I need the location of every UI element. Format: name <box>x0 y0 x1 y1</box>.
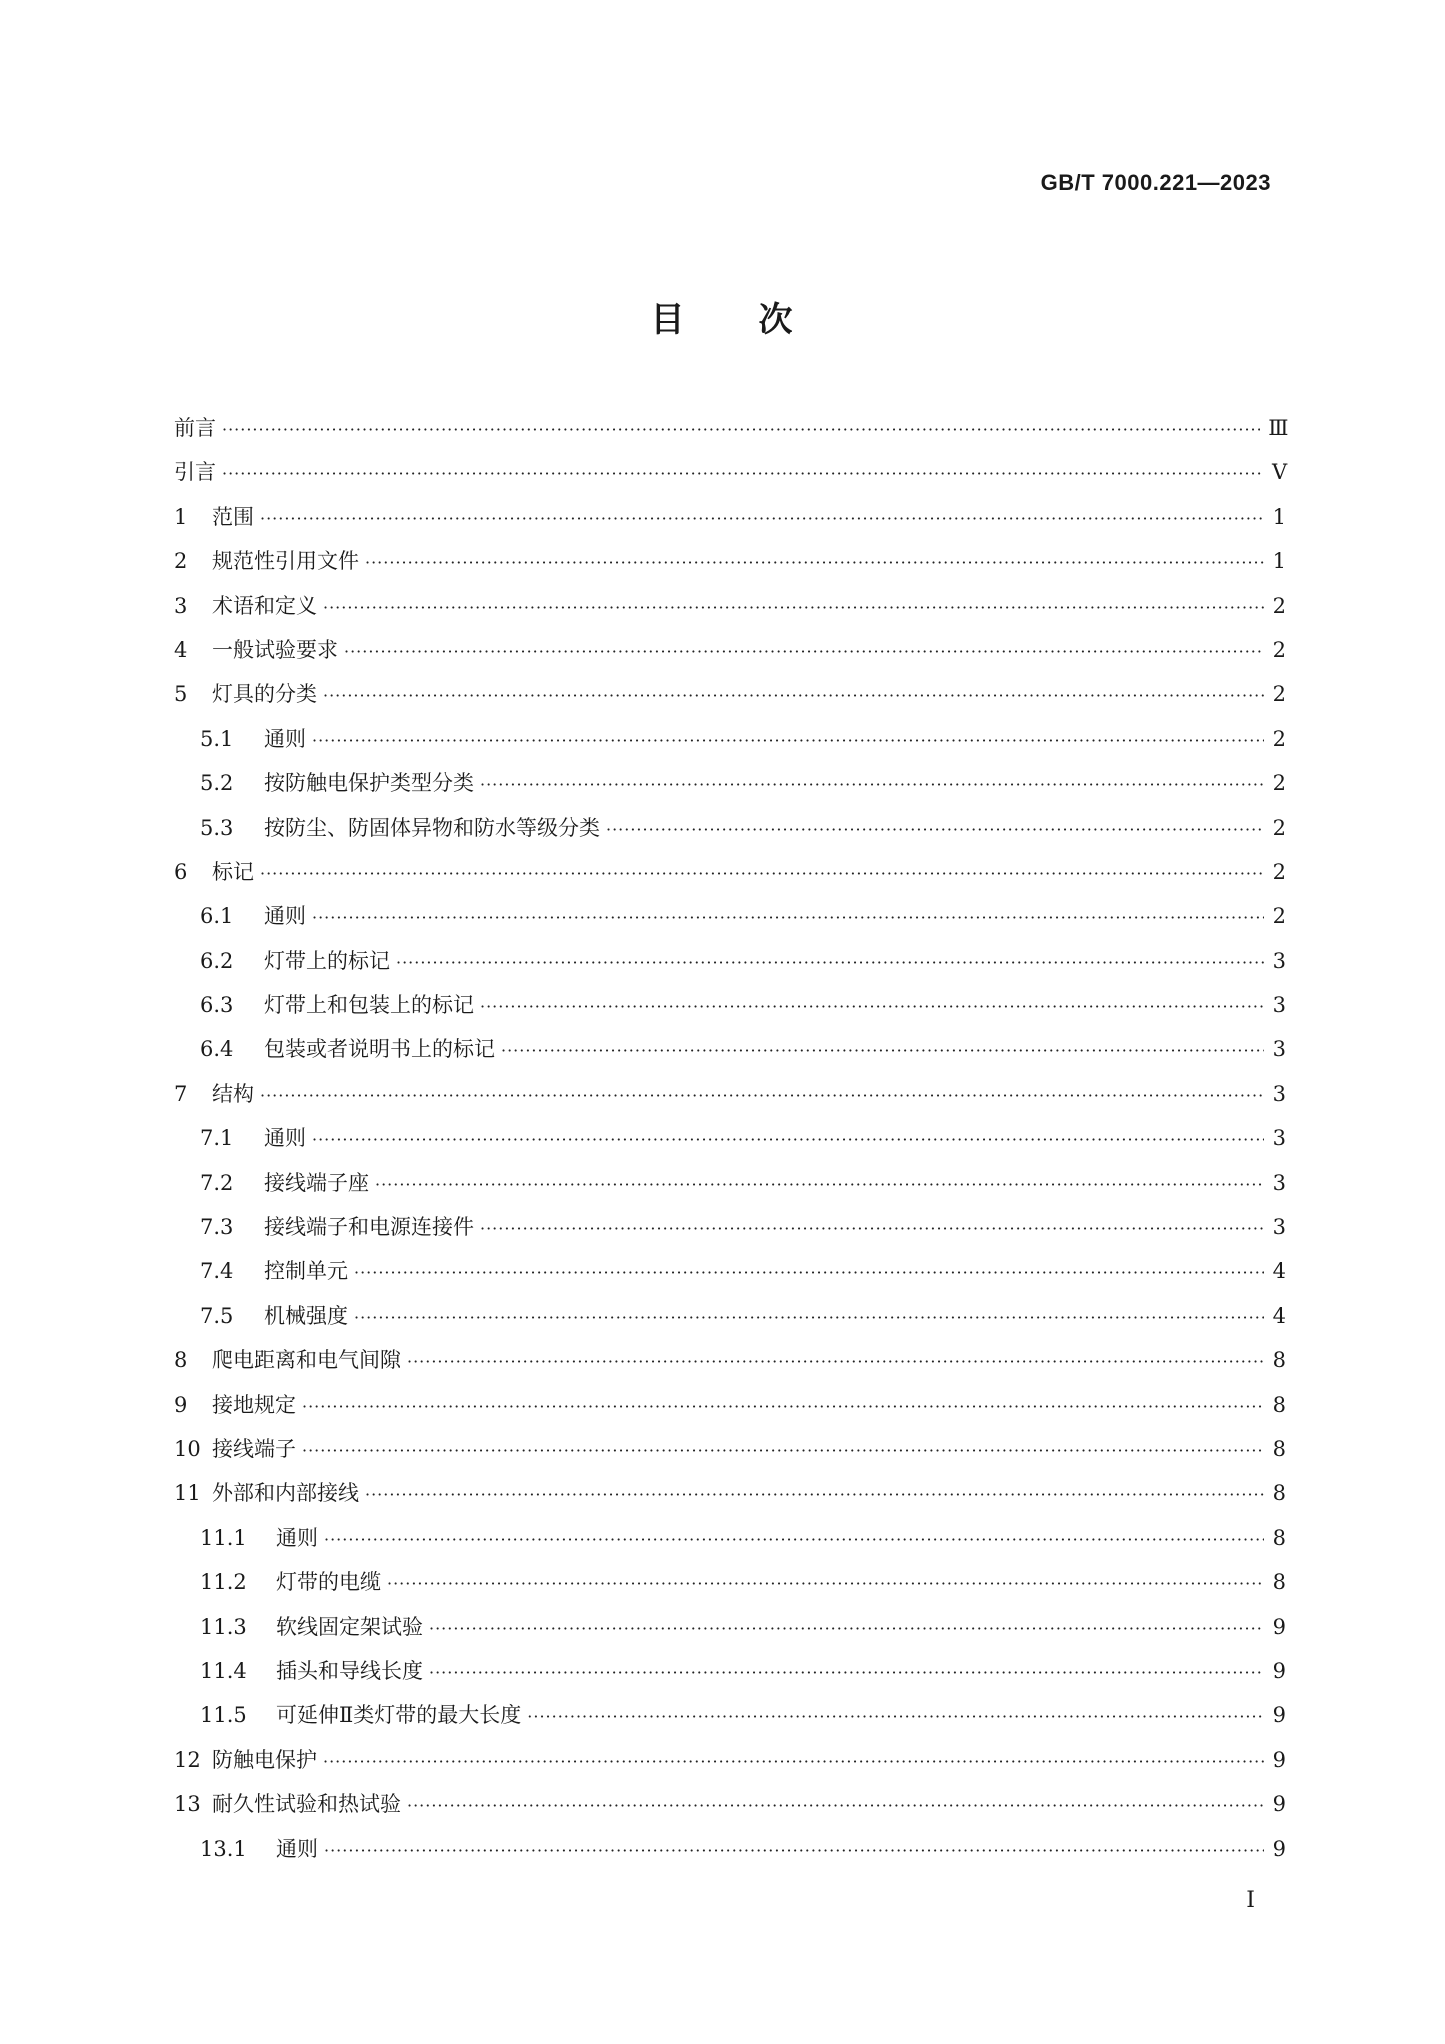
table-of-contents <box>174 412 1289 1877</box>
dot-leader <box>480 997 1264 1016</box>
toc-entry[interactable] <box>174 545 1286 589</box>
toc-entry-title: 控制单元 <box>264 1259 348 1284</box>
toc-entry-page: 8 <box>1272 1436 1286 1461</box>
toc-entry-number: 6.3 <box>200 993 234 1018</box>
toc-entry-page: 9 <box>1272 1792 1286 1817</box>
toc-entry[interactable] <box>174 1344 1286 1388</box>
dot-leader <box>527 1707 1264 1726</box>
toc-entry[interactable] <box>174 678 1286 722</box>
toc-entry[interactable] <box>174 723 1286 767</box>
toc-entry-title: 可延伸Ⅱ类灯带的最大长度 <box>276 1703 522 1728</box>
toc-entry-title: 软线固定架试验 <box>276 1614 423 1639</box>
toc-entry-page: 2 <box>1272 904 1286 929</box>
toc-entry[interactable] <box>174 1211 1286 1255</box>
toc-entry-number: 7.4 <box>200 1259 234 1284</box>
dot-leader <box>344 642 1264 661</box>
toc-entry-page: Ⅴ <box>1272 460 1288 485</box>
toc-entry-page: 9 <box>1272 1658 1286 1683</box>
dot-leader <box>302 1441 1264 1460</box>
dot-leader <box>387 1574 1264 1593</box>
toc-entry[interactable] <box>174 412 1289 456</box>
toc-entry-title: 标记 <box>212 859 254 884</box>
toc-entry-page: 3 <box>1272 1170 1286 1195</box>
dot-leader <box>323 598 1264 617</box>
toc-entry[interactable] <box>174 1699 1286 1743</box>
dot-leader <box>365 553 1264 572</box>
toc-entry-number: 7.3 <box>200 1215 234 1240</box>
toc-entry-number: 11.1 <box>200 1525 247 1550</box>
toc-entry-title: 一般试验要求 <box>212 637 338 662</box>
toc-entry[interactable] <box>174 1522 1286 1566</box>
toc-entry-title: 爬电距离和电气间隙 <box>212 1348 401 1373</box>
toc-entry-page: 1 <box>1272 549 1286 574</box>
toc-entry-page: 2 <box>1272 771 1286 796</box>
toc-entry-number: 7.5 <box>200 1303 234 1328</box>
dot-leader <box>260 1086 1264 1105</box>
toc-entry-title: 通则 <box>264 1126 306 1151</box>
toc-entry-number: 6.4 <box>200 1037 234 1062</box>
dot-leader <box>323 1752 1264 1771</box>
toc-entry-page: 9 <box>1272 1614 1286 1639</box>
toc-entry[interactable] <box>174 456 1286 500</box>
toc-entry-number: 10 <box>174 1436 201 1461</box>
toc-entry[interactable] <box>174 1744 1286 1788</box>
dot-leader <box>365 1485 1264 1504</box>
toc-entry-page: Ⅲ <box>1268 416 1289 440</box>
toc-entry-page: 3 <box>1272 1215 1286 1240</box>
dot-leader <box>324 1841 1264 1860</box>
toc-entry-number: 12 <box>174 1747 201 1772</box>
toc-entry[interactable] <box>174 1300 1286 1344</box>
toc-entry[interactable] <box>174 501 1286 545</box>
toc-entry[interactable] <box>174 856 1286 900</box>
dot-leader <box>260 509 1264 528</box>
toc-entry-number: 6 <box>174 859 188 884</box>
toc-entry-title: 灯带的电缆 <box>276 1570 381 1595</box>
toc-entry[interactable] <box>174 1611 1286 1655</box>
toc-entry[interactable] <box>174 1433 1286 1477</box>
dot-leader <box>302 1397 1264 1416</box>
toc-entry-number: 11.4 <box>200 1658 247 1683</box>
dot-leader <box>480 775 1264 794</box>
toc-entry-number: 7 <box>174 1081 188 1106</box>
toc-entry[interactable] <box>174 1788 1286 1832</box>
toc-entry-title: 耐久性试验和热试验 <box>212 1792 401 1817</box>
toc-entry-page: 2 <box>1272 637 1286 662</box>
toc-entry-page: 1 <box>1272 504 1286 529</box>
toc-entry-number: 8 <box>174 1348 188 1373</box>
toc-entry[interactable] <box>174 1566 1286 1610</box>
toc-entry-number: 5.1 <box>200 726 234 751</box>
toc-entry-page: 3 <box>1272 948 1286 973</box>
toc-entry-title: 接线端子 <box>212 1436 296 1461</box>
toc-entry-title: 按防尘、防固体异物和防水等级分类 <box>264 815 600 840</box>
toc-entry-title: 通则 <box>264 726 306 751</box>
toc-entry[interactable] <box>174 1122 1286 1166</box>
toc-entry-page: 8 <box>1272 1481 1286 1506</box>
dot-leader <box>429 1619 1264 1638</box>
toc-entry-number: 3 <box>174 593 188 618</box>
toc-entry[interactable] <box>174 634 1286 678</box>
toc-entry[interactable] <box>174 590 1286 634</box>
toc-entry-number: 5 <box>174 682 188 707</box>
toc-entry-number: 7.2 <box>200 1170 234 1195</box>
toc-entry-page: 3 <box>1272 1126 1286 1151</box>
toc-entry-title: 机械强度 <box>264 1303 348 1328</box>
toc-entry-page: 8 <box>1272 1348 1286 1373</box>
toc-entry-title: 规范性引用文件 <box>212 549 359 574</box>
dot-leader <box>324 1530 1264 1549</box>
dot-leader <box>429 1663 1264 1682</box>
dot-leader <box>407 1796 1264 1815</box>
toc-entry[interactable] <box>174 1655 1286 1699</box>
dot-leader <box>260 864 1264 883</box>
toc-entry-number: 11.3 <box>200 1614 247 1639</box>
toc-entry-page: 4 <box>1272 1259 1286 1284</box>
standard-number: GB/T 7000.221—2023 <box>1040 170 1271 195</box>
toc-entry[interactable] <box>174 945 1286 989</box>
dot-leader <box>606 820 1264 839</box>
dot-leader <box>323 686 1264 705</box>
toc-entry-number: 6.1 <box>200 904 234 929</box>
dot-leader <box>312 908 1264 927</box>
toc-entry[interactable] <box>174 1255 1286 1299</box>
toc-entry-title: 范围 <box>212 504 254 529</box>
toc-title-char-2: 次 <box>758 300 795 340</box>
toc-entry-number: 1 <box>174 504 188 529</box>
toc-entry-title: 通则 <box>264 904 306 929</box>
toc-entry-number: 7.1 <box>200 1126 234 1151</box>
toc-entry[interactable] <box>174 1477 1286 1521</box>
toc-entry-page: 2 <box>1272 593 1286 618</box>
page-number: Ⅰ <box>1246 1888 1255 1913</box>
toc-entry[interactable] <box>174 989 1286 1033</box>
toc-title <box>0 292 1445 341</box>
toc-entry-page: 8 <box>1272 1392 1286 1417</box>
toc-entry-page: 9 <box>1272 1747 1286 1772</box>
toc-entry-number: 13 <box>174 1792 201 1817</box>
toc-entry-page: 3 <box>1272 1037 1286 1062</box>
dot-leader <box>501 1041 1264 1060</box>
toc-entry[interactable] <box>174 767 1286 811</box>
toc-entry-title: 灯带上和包装上的标记 <box>264 993 474 1018</box>
toc-entry-page: 2 <box>1272 726 1286 751</box>
toc-entry-number: 13.1 <box>200 1836 247 1861</box>
toc-entry[interactable] <box>174 1078 1286 1122</box>
toc-entry-title: 引言 <box>174 460 216 485</box>
dot-leader <box>312 731 1264 750</box>
dot-leader <box>354 1308 1264 1327</box>
dot-leader <box>407 1352 1264 1371</box>
toc-entry-page: 9 <box>1272 1703 1286 1728</box>
toc-entry-page: 2 <box>1272 815 1286 840</box>
toc-entry[interactable] <box>174 1033 1286 1077</box>
dot-leader <box>222 420 1260 439</box>
dot-leader <box>396 953 1264 972</box>
toc-entry-page: 3 <box>1272 993 1286 1018</box>
toc-entry-number: 11 <box>174 1481 201 1506</box>
toc-entry[interactable] <box>174 1389 1286 1433</box>
toc-entry-title: 接线端子和电源连接件 <box>264 1215 474 1240</box>
toc-entry-number: 11.5 <box>200 1703 247 1728</box>
dot-leader <box>480 1219 1264 1238</box>
toc-entry-title: 术语和定义 <box>212 593 317 618</box>
toc-entry-page: 8 <box>1272 1570 1286 1595</box>
toc-entry-number: 9 <box>174 1392 188 1417</box>
toc-entry-number: 11.2 <box>200 1570 247 1595</box>
dot-leader <box>222 464 1264 483</box>
toc-entry-title: 防触电保护 <box>212 1747 317 1772</box>
toc-entry-number: 4 <box>174 637 188 662</box>
toc-entry[interactable] <box>174 812 1286 856</box>
toc-entry-title: 通则 <box>276 1836 318 1861</box>
toc-entry-title: 灯带上的标记 <box>264 948 390 973</box>
toc-entry-page: 4 <box>1272 1303 1286 1328</box>
dot-leader <box>354 1263 1264 1282</box>
toc-entry-page: 2 <box>1272 682 1286 707</box>
toc-entry-page: 3 <box>1272 1081 1286 1106</box>
toc-entry-title: 结构 <box>212 1081 254 1106</box>
toc-entry-title: 前言 <box>174 416 216 440</box>
toc-entry[interactable] <box>174 900 1286 944</box>
toc-entry-title: 外部和内部接线 <box>212 1481 359 1506</box>
toc-entry-title: 灯具的分类 <box>212 682 317 707</box>
toc-entry-title: 包装或者说明书上的标记 <box>264 1037 495 1062</box>
toc-title-char-1: 目 <box>650 300 687 340</box>
toc-entry-number: 5.2 <box>200 771 234 796</box>
toc-entry-title: 按防触电保护类型分类 <box>264 771 474 796</box>
toc-entry-title: 通则 <box>276 1525 318 1550</box>
toc-entry-title: 插头和导线长度 <box>276 1658 423 1683</box>
toc-entry[interactable] <box>174 1167 1286 1211</box>
toc-entry-page: 2 <box>1272 859 1286 884</box>
dot-leader <box>312 1130 1264 1149</box>
toc-entry-page: 9 <box>1272 1836 1286 1861</box>
toc-entry-number: 5.3 <box>200 815 234 840</box>
toc-entry-title: 接线端子座 <box>264 1170 369 1195</box>
dot-leader <box>375 1175 1264 1194</box>
toc-entry-number: 6.2 <box>200 948 234 973</box>
toc-entry-number: 2 <box>174 549 188 574</box>
toc-entry-title: 接地规定 <box>212 1392 296 1417</box>
toc-entry-page: 8 <box>1272 1525 1286 1550</box>
toc-entry[interactable] <box>174 1833 1286 1877</box>
